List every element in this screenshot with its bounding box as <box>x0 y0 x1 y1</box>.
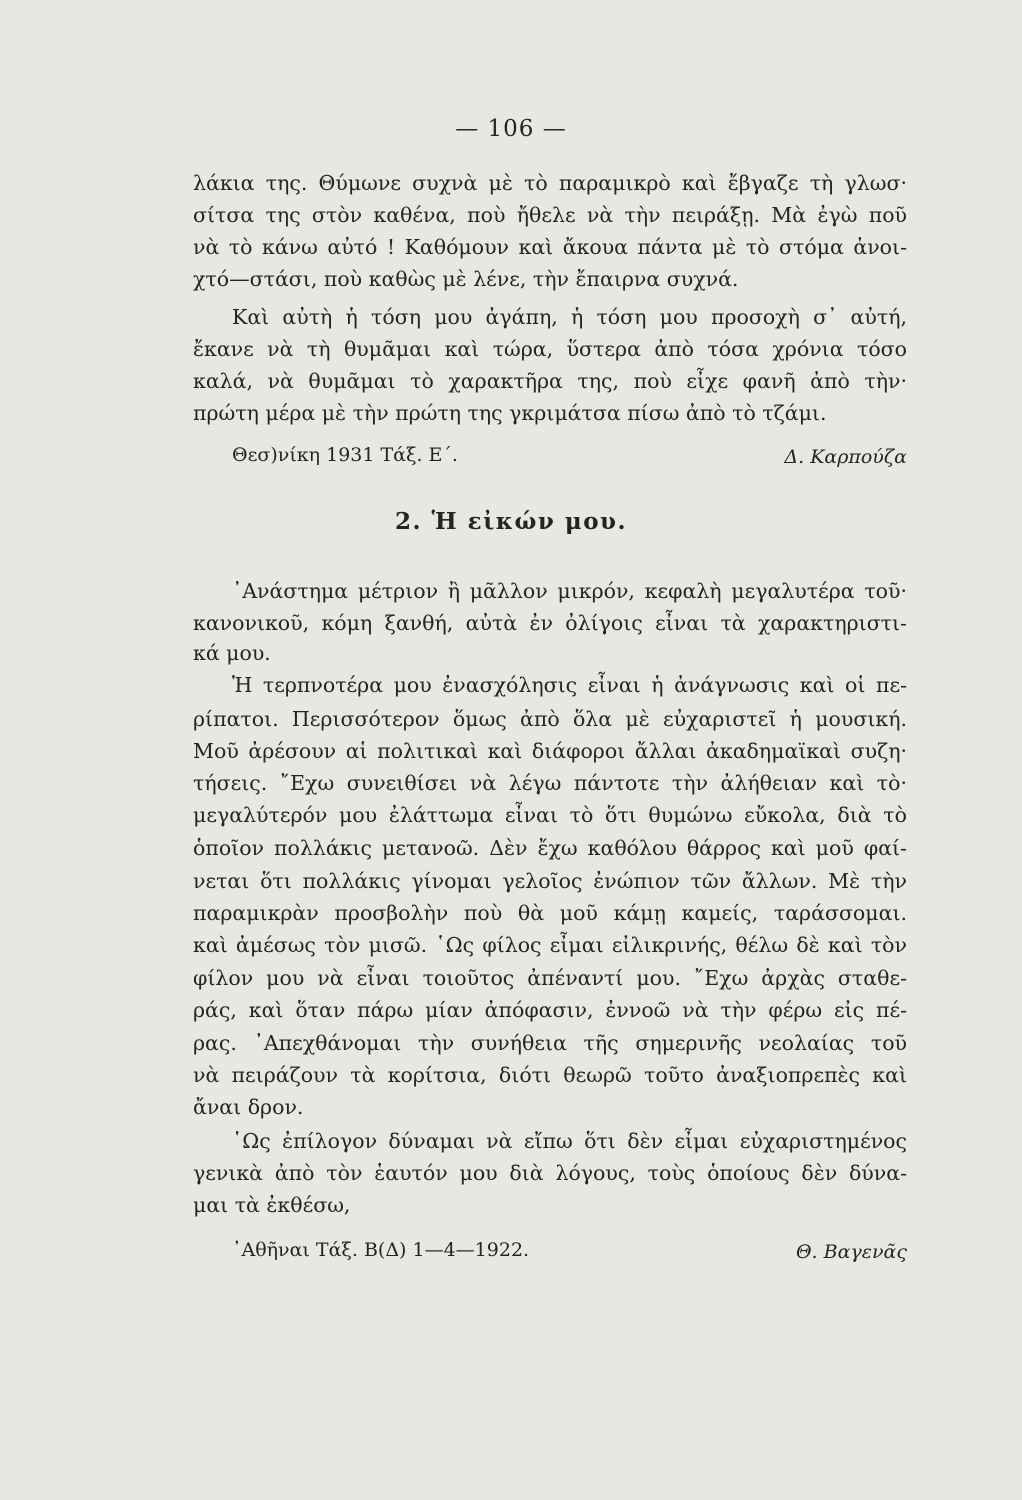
text-line: ᾽Ανάστημα μέτριον ἢ μᾶλλον μικρόν, κεφαλὴ μεγαλυτέρα τοῦ· <box>232 579 907 603</box>
text-line: ἄναι δρον. <box>193 1095 304 1119</box>
text-line: Ἡ τερπνοτέρα μου ἐνασχόλησις εἶναι ἡ ἀνάγνωσις καὶ οἱ πε- <box>232 673 907 697</box>
text-line: νὰ πειράζουν τὰ κορίτσια, διότι θεωρῶ τοῦτο ἀναξιοπρεπὲς καὶ <box>193 1063 907 1087</box>
text-line: νεται ὅτι πολλάκις γίνομαι γελοῖος ἐνώπιον τῶν ἄλλων. Μὲ τὴν <box>193 869 907 893</box>
text-line: Μοῦ ἀρέσουν αἱ πολιτικαὶ καὶ διάφοροι ἄλλαι ἀκαδημαϊκαὶ συζη· <box>193 739 907 763</box>
text-line: μαι τὰ ἐκθέσω, <box>193 1193 351 1217</box>
text-line: σίτσα της στὸν καθένα, ποὺ ἤθελε νὰ τὴν πειράξῃ. Μὰ ἐγὼ ποῦ <box>193 203 907 227</box>
text-line: μεγαλύτερόν μου ἐλάττωμα εἶναι τὸ ὅτι θυμώνω εὔκολα, διὰ τὸ <box>193 803 907 827</box>
text-line: πρώτη μέρα μὲ τὴν πρώτη της γκριμάτσα πίσω ἀπὸ τὸ τζάμι. <box>193 401 827 425</box>
place-date: Θεσ)νίκη 1931 Τάξ. Ε΄. <box>232 444 458 466</box>
text-line: γενικὰ ἀπὸ τὸν ἑαυτόν μου διὰ λόγους, τοὺς ὁποίους δὲν δύνα- <box>193 1161 907 1185</box>
place-date: ᾽Αθῆναι Τάξ. Β(Δ) 1—4—1922. <box>232 1239 530 1261</box>
text-line: ρας. ᾽Απεχθάνομαι τὴν συνήθεια τῆς σημερινῆς νεολαίας τοῦ <box>193 1031 907 1055</box>
text-line: ῾Ως ἐπίλογον δύναμαι νὰ εἴπω ὅτι δὲν εἶμαι εὐχαριστημένος <box>232 1129 907 1153</box>
text-line: λάκια της. Θύμωνε συχνὰ μὲ τὸ παραμικρὸ καὶ ἔβγαζε τὴ γλωσ· <box>193 171 907 195</box>
text-line: ρίπατοι. Περισσότερον ὅμως ἀπὸ ὅλα μὲ εὐχαριστεῖ ἡ μουσική. <box>193 707 907 731</box>
text-line: φίλον μου νὰ εἶναι τοιοῦτος ἀπέναντί μου. ῎Εχω ἀρχὰς σταθε- <box>193 966 907 990</box>
text-line: τήσεις. ῎Εχω συνειθίσει νὰ λέγω πάντοτε τὴν ἀλήθειαν καὶ τὸ· <box>193 771 907 795</box>
text-line: κανονικοῦ, κόμη ξανθή, αὐτὰ ἐν ὀλίγοις εἶναι τὰ χαρακτηριστι- <box>193 611 907 635</box>
author-signature: Δ. Καρπούζα <box>784 446 907 468</box>
section-heading: 2. Ἡ εἰκών μου. <box>394 508 628 535</box>
text-line: καλά, νὰ θυμᾶμαι τὸ χαρακτῆρα της, ποὺ εἶχε φανῆ ἀπὸ τὴν· <box>193 369 907 393</box>
text-line: ὁποῖον πολλάκις μετανοῶ. Δὲν ἔχω καθόλου θάρρος καὶ μοῦ φαί- <box>193 836 907 860</box>
author-signature: Θ. Βαγενᾶς <box>795 1241 907 1263</box>
text-line: νὰ τὸ κάνω αὐτό ! Καθόμουν καὶ ἄκουα πάντα μὲ τὸ στόμα ἀνοι- <box>193 235 907 259</box>
text-line: ράς, καὶ ὅταν πάρω μίαν ἀπόφασιν, ἐννοῶ νὰ τὴν φέρω εἰς πέ- <box>193 998 907 1022</box>
page-number: — 106 — <box>455 116 567 142</box>
text-line: Καὶ αὐτὴ ἡ τόση μου ἀγάπη, ἡ τόση μου προσοχὴ σ᾽ αὐτή, <box>232 305 907 329</box>
text-line: ἔκανε νὰ τὴ θυμᾶμαι καὶ τώρα, ὕστερα ἀπὸ τόσα χρόνια τόσο <box>193 337 907 361</box>
text-line: κά μου. <box>193 641 271 665</box>
text-line: χτό—στάσι, ποὺ καθὼς μὲ λένε, τὴν ἔπαιρνα συχνά. <box>193 267 739 291</box>
text-line: παραμικρὰν προσβολὴν ποὺ θὰ μοῦ κάμῃ καμείς, ταράσσομαι. <box>193 901 907 925</box>
text-line: καὶ ἀμέσως τὸν μισῶ. ῾Ως φίλος εἶμαι εἰλικρινής, θέλω δὲ καὶ τὸν <box>193 933 907 957</box>
